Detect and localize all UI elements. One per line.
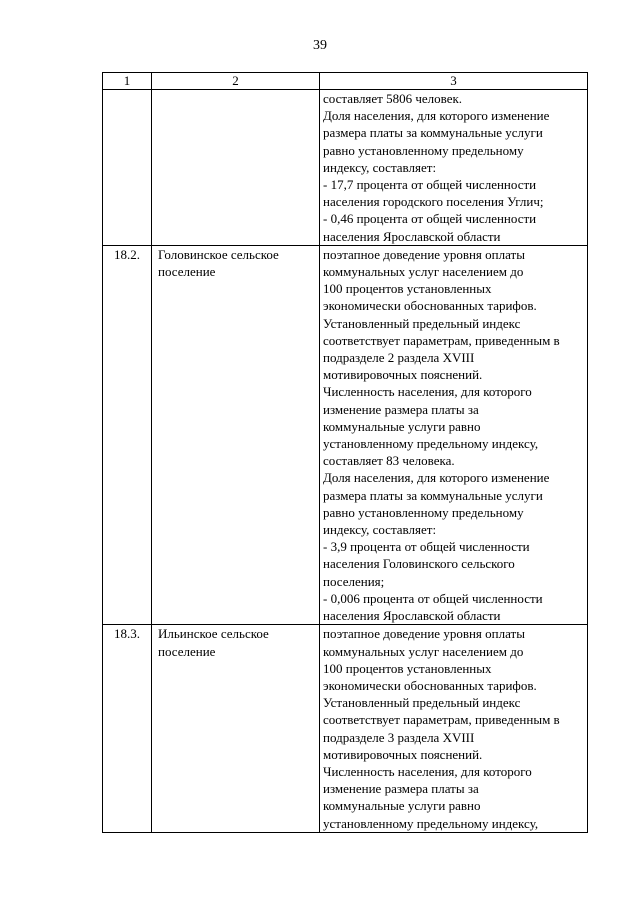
text-line: мотивировочных пояснений. — [323, 746, 483, 762]
description-cell — [320, 90, 588, 246]
text-line: Головинское сельское — [158, 246, 279, 262]
text-line: равно установленному предельному — [323, 142, 524, 158]
text-line: 18.3. — [114, 626, 140, 642]
text-line: населения Ярославской области — [323, 228, 501, 244]
text-line: установленному предельному индексу, — [323, 436, 539, 452]
page-number: 39 — [313, 38, 327, 53]
text-line: Численность населения, для которого — [323, 384, 532, 400]
text-line: Установленный предельный индекс — [323, 695, 521, 711]
text-line: поселение — [158, 643, 216, 659]
text-line: населения Ярославской области — [323, 608, 501, 624]
text-line: составляет 83 человека. — [323, 453, 455, 469]
text-line: Численность населения, для которого — [323, 763, 532, 779]
header-col-3: 3 — [320, 73, 588, 90]
text-line: мотивировочных пояснений. — [323, 367, 483, 383]
table-row — [103, 625, 588, 832]
table-body — [103, 90, 588, 833]
text-line: подразделе 2 раздела XVIII — [323, 350, 475, 366]
header-col-2: 2 — [152, 73, 320, 90]
text-line: поселения; — [323, 573, 385, 589]
text-line: поэтапное доведение уровня оплаты — [323, 246, 525, 262]
row-number-cell — [103, 625, 152, 832]
text-line: 100 процентов установленных — [323, 281, 492, 297]
text-line: Доля населения, для которого изменение — [323, 470, 550, 486]
text-line: соответствует параметрам, приведенным в — [323, 332, 560, 348]
text-line: поэтапное доведение уровня оплаты — [323, 626, 525, 642]
text-line: поселение — [158, 264, 216, 280]
text-line: экономически обоснованных тарифов. — [323, 298, 537, 314]
text-line: - 0,46 процента от общей численности — [323, 211, 537, 227]
text-line: индексу, составляет: — [323, 522, 437, 538]
text-line: коммунальных услуг населением до — [323, 643, 524, 659]
text-line: населения Головинского сельского — [323, 556, 515, 572]
text-line: коммунальных услуг населением до — [323, 264, 524, 280]
text-line: равно установленному предельному — [323, 504, 524, 520]
text-line: населения городского поселения Углич; — [323, 194, 544, 210]
text-line: изменение размера платы за — [323, 781, 479, 797]
text-line: составляет 5806 человек. — [323, 91, 463, 106]
description-cell — [320, 245, 588, 624]
text-line: подразделе 3 раздела XVIII — [323, 729, 475, 745]
text-line: экономически обоснованных тарифов. — [323, 677, 537, 693]
description-cell — [320, 625, 588, 832]
text-line: - 17,7 процента от общей численности — [323, 177, 537, 193]
text-line: Ильинское сельское — [158, 626, 269, 642]
text-line: изменение размера платы за — [323, 401, 479, 417]
text-line: установленному предельному индексу, — [323, 815, 539, 831]
text-line: Установленный предельный индекс — [323, 315, 521, 331]
row-number-cell — [103, 245, 152, 624]
text-line: 18.2. — [114, 246, 140, 262]
settlement-name-cell — [152, 245, 320, 624]
text-line: - 0,006 процента от общей численности — [323, 590, 543, 606]
table-row — [103, 245, 588, 624]
text-line: Доля населения, для которого изменение — [323, 108, 550, 124]
table-row — [103, 90, 588, 246]
text-line: размера платы за коммунальные услуги — [323, 487, 543, 503]
text-line: индексу, составляет: — [323, 159, 437, 175]
text-line: коммунальные услуги равно — [323, 798, 481, 814]
text-line: размера платы за коммунальные услуги — [323, 125, 543, 141]
row-number-cell — [103, 90, 152, 246]
text-line: соответствует параметрам, приведенным в — [323, 712, 560, 728]
document-table — [102, 72, 588, 833]
settlement-name-cell — [152, 90, 320, 246]
text-line: 100 процентов установленных — [323, 660, 492, 676]
text-line: - 3,9 процента от общей численности — [323, 539, 530, 555]
table-header-row — [103, 73, 588, 90]
text-line: коммунальные услуги равно — [323, 418, 481, 434]
header-col-1: 1 — [103, 73, 152, 90]
settlement-name-cell — [152, 625, 320, 832]
